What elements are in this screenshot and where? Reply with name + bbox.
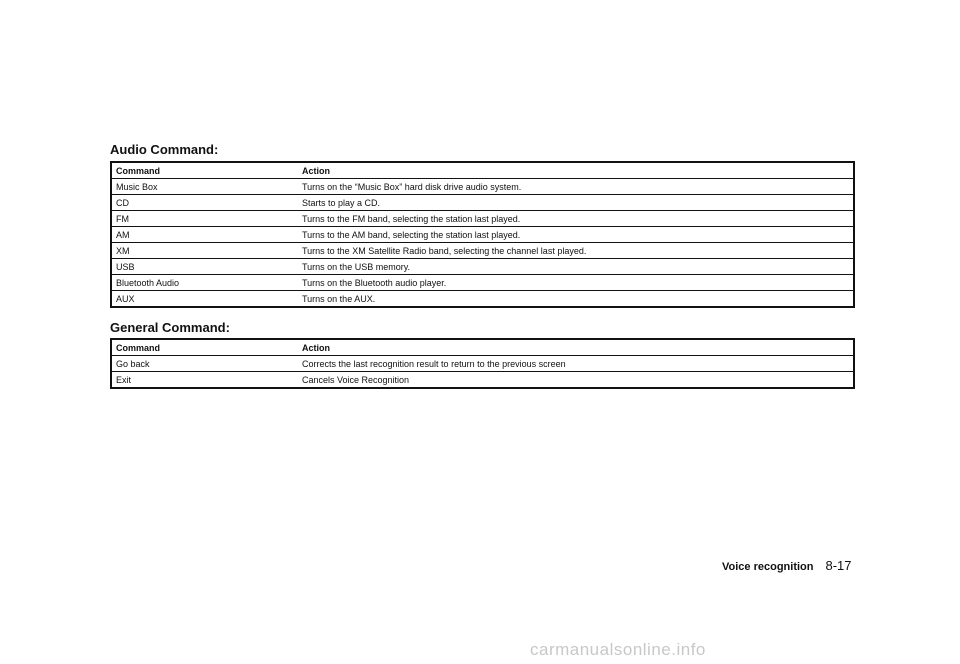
action-cell: Corrects the last recognition result to return to the previous screen (298, 356, 854, 372)
action-column-header: Action (298, 162, 854, 179)
command-column-header: Command (111, 162, 298, 179)
action-cell: Turns on the USB memory. (298, 259, 854, 275)
table-row (111, 372, 854, 389)
action-cell: Cancels Voice Recognition (298, 372, 854, 389)
action-cell: Turns to the FM band, selecting the station last played. (298, 211, 854, 227)
command-column-header: Command (111, 339, 298, 356)
action-cell: Starts to play a CD. (298, 195, 854, 211)
page-number: 8-17 (825, 558, 852, 573)
general-command-table (110, 338, 855, 389)
command-cell: Exit (111, 372, 298, 389)
footer-section-label: Voice recognition (722, 561, 814, 573)
action-cell: Turns on the “Music Box” hard disk drive audio system. (298, 179, 854, 195)
watermark: carmanualsonline.info (530, 640, 706, 659)
command-cell: USB (111, 259, 298, 275)
table-row (111, 211, 854, 227)
table-row (111, 259, 854, 275)
command-cell: Bluetooth Audio (111, 275, 298, 291)
command-cell: FM (111, 211, 298, 227)
page-footer (722, 558, 852, 573)
table-row (111, 243, 854, 259)
command-cell: AUX (111, 291, 298, 308)
audio-command-table (110, 161, 855, 308)
command-cell: AM (111, 227, 298, 243)
action-cell: Turns on the Bluetooth audio player. (298, 275, 854, 291)
table-row (111, 356, 854, 372)
table-row (111, 275, 854, 291)
action-column-header: Action (298, 339, 854, 356)
table-row (111, 291, 854, 308)
audio-command-title: Audio Command: (110, 142, 219, 157)
table-header-row (111, 162, 854, 179)
table-row (111, 195, 854, 211)
table-row (111, 227, 854, 243)
action-cell: Turns to the AM band, selecting the station last played. (298, 227, 854, 243)
command-cell: CD (111, 195, 298, 211)
command-cell: XM (111, 243, 298, 259)
general-command-title: General Command: (110, 320, 230, 335)
table-header-row (111, 339, 854, 356)
command-cell: Music Box (111, 179, 298, 195)
command-cell: Go back (111, 356, 298, 372)
table-row (111, 179, 854, 195)
action-cell: Turns to the XM Satellite Radio band, selecting the channel last played. (298, 243, 854, 259)
action-cell: Turns on the AUX. (298, 291, 854, 308)
